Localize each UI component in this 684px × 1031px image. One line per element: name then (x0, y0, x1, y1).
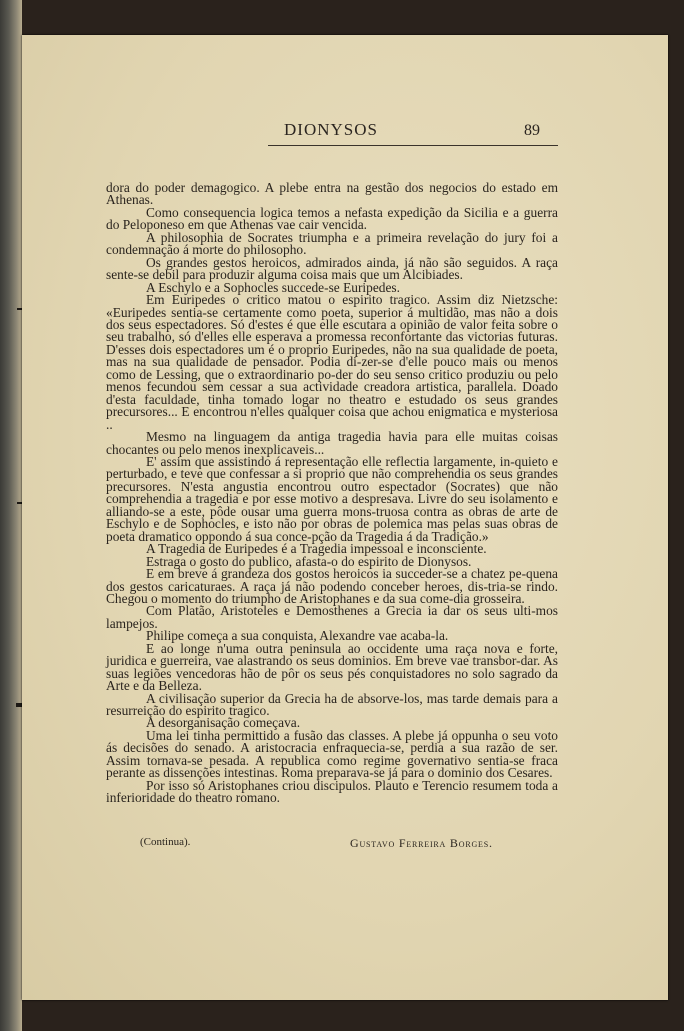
continued-note: (Continua). (140, 836, 191, 848)
running-header-title: DIONYSOS (284, 120, 378, 139)
paragraph: A philosophia de Socrates triumpha e a primeira revelação do jury foi a condemnação á morte do philosopho. (106, 229, 558, 258)
header-rule (268, 145, 558, 146)
paragraph: Com Platão, Aristoteles e Demosthenes a Grecia ia dar os seus ulti-mos lampejos. (106, 603, 558, 631)
body-text (106, 182, 558, 805)
paragraph: A desorganisação começava. (146, 715, 301, 731)
paragraph: E ao longe n'uma outra peninsula ao occidente uma raça nova e forte, juridica e guerreira, vae alastrando os seus dominios. Em breve vae transbor-dar. As suas legiões vencedoras hão de pôr os seus pés conquistadores no solo sagrado da Arte e da Belleza. (106, 640, 558, 694)
paragraph: Uma lei tinha permittido a fusão das classes. A plebe já oppunha o seu voto ás decisões do senado. A aristocracia enfraquecia-se, perdia a sua razão de ser. Assim tornava-se pesada. A republica como regime governativo sentia-se fraca perante as dissenções intestinas. Roma preparava-se já para o dominio dos Cesares. (106, 727, 558, 781)
page-number: 89 (524, 122, 540, 139)
paragraph: E' assim que assistindo á representação elle reflectia largamente, in-quieto e perturbado, e teve que confessar a si proprio que não comprehendia os seus grandes precursores. N'esta angustia encontrou outro espectador (Socrates) que não comprehendia a tragedia e por esse motivo a despresava. Livre do seu isolamento e alliando-se a este, pôde ousar uma guerra mons-truosa contra as obras de arte de Eschylo e de Sophocles, e isto não por obras de polemica mas pelas suas obras de poeta dramatico oppondo á sua conce-pção da Tragedia á da Tradição.» (106, 453, 558, 544)
paragraph: A civilisação superior da Grecia ha de absorve-los, mas tarde demais para a resurreição do espirito tragico. (106, 690, 558, 719)
binding-edge (0, 0, 22, 1031)
paragraph: Estraga o gosto do publico, afasta-o do espirito de Dionysos. (146, 553, 472, 569)
paragraph: dora do poder demagogico. A plebe entra na gestão dos negocios do estado em Athenas. (106, 180, 558, 208)
paragraph: Philipe começa a sua conquista, Alexandre vae acaba-la. (146, 628, 449, 644)
paragraph: A Tragedia de Euripedes é a Tragedia impessoal e inconsciente. (146, 541, 487, 557)
paragraph: Por isso só Aristophanes criou discipulos. Plauto e Terencio resumem toda a inferioridade do theatro romano. (106, 777, 558, 806)
paragraph: Como consequencia logica temos a nefasta expedição da Sicilia e a guerra do Peloponeso em que Athenas vae cair vencida. (106, 204, 558, 233)
paragraph: Em Euripedes o critico matou o espirito tragico. Assim diz Nietzsche: «Euripedes sentia-se certamente como poeta, superior á multidão, mas não a dois dos seus espectadores. Só d'estes é que elle escutara a opinião de valor feita sobre o seu trabalho, só d'elles elle esperava a promessa reconfortante das victorias futuras. D'esses dois espectadores um é o proprio Euripedes, não na sua qualidade de poeta, mas na sua qualidade de pensador. Podia di-zer-se d'elle pouco mais ou menos como de Lessing, que o extraordinario po-der do seu senso critico produziu ou pelo menos fecundou sem cessar a sua actividade creadora artistica, parallela. Doado d'esta faculdade, tinha tomado logar no theatro e estudado os seus grandes precursores... E encontrou n'elles qualquer coisa que achou enigmatica e mysteriosa .. (106, 292, 558, 432)
paragraph: A Eschylo e a Sophocles succede-se Euripedes. (146, 279, 400, 295)
author-signature: Gustavo Ferreira Borges. (350, 836, 493, 850)
paragraph: E em breve á grandeza dos gostos heroicos ia succeder-se a chatez pe-quena dos gestos caricaturaes. A raça já não podendo conceber heroes, dis-tria-se rindo. Chegou o momento do triumpho de Aristophanes e da sua come-dia grosseira. (106, 566, 558, 606)
paragraph: Mesmo na linguagem da antiga tragedia havia para elle muitas coisas chocantes ou pelo menos inexplicaveis... (106, 429, 558, 457)
paragraph: Os grandes gestos heroicos, admirados ainda, já não são seguidos. A raça sente-se debil para produzir alguma coisa mais que um Alcibiades. (106, 254, 558, 283)
